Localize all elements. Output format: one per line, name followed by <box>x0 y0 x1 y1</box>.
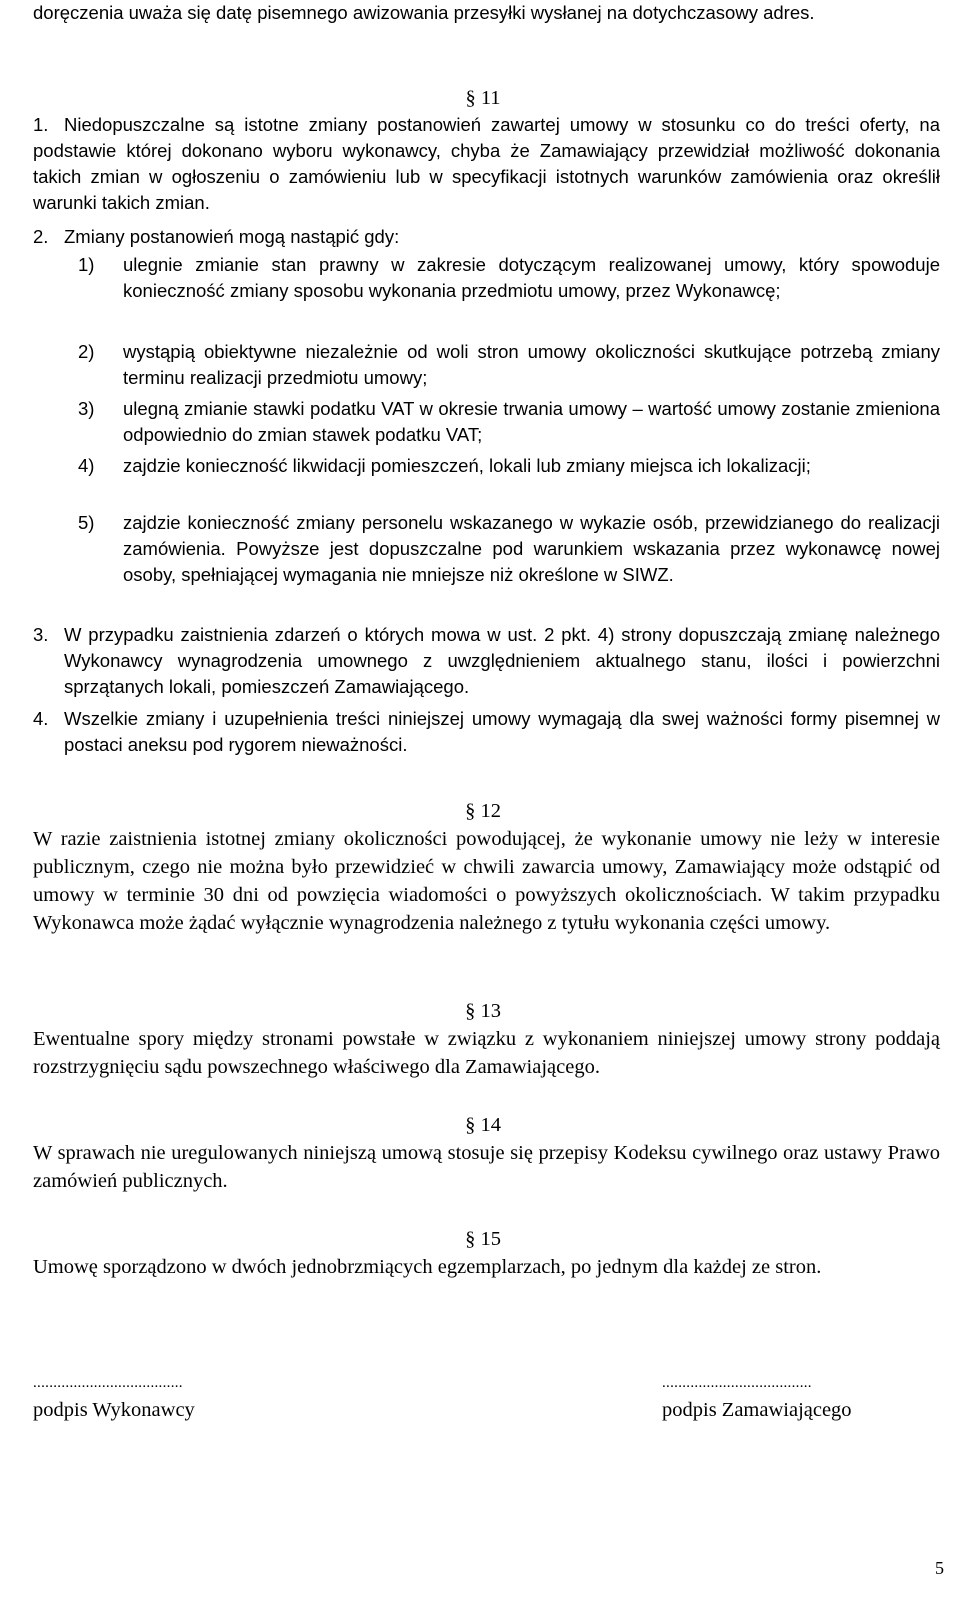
signature-label-contractor: podpis Wykonawcy <box>33 1399 195 1421</box>
list-item-number: 2) <box>78 341 95 362</box>
section-11-paragraph-4: Wszelkie zmiany i uzupełnienia treści niniejszej umowy wymagają dla swej ważności formy pisemnej w postaci aneksu pod rygorem nieważności. <box>64 708 940 755</box>
list-item-1 <box>123 252 940 304</box>
list-item-text: ulegnie zmianie stan prawny w zakresie dotyczącym realizowanej umowy, który spowoduje konieczność zmiany sposobu wykonania przedmiotu umowy, przez Wykonawcę; <box>123 254 940 301</box>
list-item-3 <box>123 396 940 448</box>
section-title-12: § 12 <box>465 800 501 822</box>
section-title-14: § 14 <box>465 1114 501 1136</box>
list-item-number: 1) <box>78 254 95 275</box>
carry-over-paragraph: doręczenia uważa się datę pisemnego awizowania przesyłki wysłanej na dotychczasowy adres. <box>33 2 815 23</box>
section-14-paragraph: W sprawach nie uregulowanych niniejszą umową stosuje się przepisy Kodeksu cywilnego oraz ustawy Prawo zamówień publicznych. <box>33 1142 940 1192</box>
signature-line-left: ..................................... <box>33 1375 183 1391</box>
paragraph-number: 1. <box>33 114 49 135</box>
list-item-number: 3) <box>78 398 95 419</box>
section-12-paragraph: W razie zaistnienia istotnej zmiany okoliczności powodującej, że wykonanie umowy nie leży w interesie publicznym, czego nie można było przewidzieć w chwili zawarcia umowy, Zamawiający może odstąpić od umowy w terminie 30 dni od powzięcia wiadomości o powyższych okolicznościach. W takim przypadku Wykonawca może żądać wyłącznie wynagrodzenia należnego z tytułu wykonania części umowy. <box>33 828 940 934</box>
list-item-number: 5) <box>78 512 95 533</box>
list-item-text: wystąpią obiektywne niezależnie od woli stron umowy okoliczności skutkujące potrzebą zmiany terminu realizacji przedmiotu umowy; <box>123 341 940 388</box>
page-number: 5 <box>935 1558 944 1578</box>
list-item-4 <box>123 453 940 479</box>
list-item-2 <box>123 339 940 391</box>
section-11-paragraph-3: W przypadku zaistnienia zdarzeń o których mowa w ust. 2 pkt. 4) strony dopuszczają zmianę należnego Wykonawcy wynagrodzenia umownego z uwzględnieniem aktualnego stanu, ilości i powierzchni sprzątanych lokali, pomieszczeń Zamawiającego. <box>64 624 940 697</box>
paragraph-number: 3. <box>33 624 49 645</box>
list-item-text: zajdzie konieczność likwidacji pomieszczeń, lokali lub zmiany miejsca ich lokalizacji; <box>123 455 811 476</box>
list-item-text: zajdzie konieczność zmiany personelu wskazanego w wykazie osób, przewidzianego do realizacji zamówienia. Powyższe jest dopuszczalne pod warunkiem wskazania przez wykonawcę nowej osoby, spełniającej wymagania nie mniejsze niż określone w SIWZ. <box>123 512 940 585</box>
section-11-paragraph-1: Niedopuszczalne są istotne zmiany postanowień zawartej umowy w stosunku co do treści oferty, na podstawie której dokonano wyboru wykonawcy, chyba że Zamawiający przewidział możliwość dokonania takich zmian w ogłoszeniu o zamówieniu lub w specyfikacji istotnych warunków zamówienia oraz określił warunki takich zmian. <box>33 114 940 213</box>
signature-line-right: ..................................... <box>662 1375 812 1391</box>
list-item-text: ulegną zmianie stawki podatku VAT w okresie trwania umowy – wartość umowy zostanie zmieniona odpowiednio do zmian stawek podatku VAT; <box>123 398 940 445</box>
section-11-paragraph-2-intro: Zmiany postanowień mogą nastąpić gdy: <box>64 226 400 247</box>
list-item-5 <box>123 510 940 588</box>
section-title-13: § 13 <box>465 1000 501 1022</box>
section-15-paragraph: Umowę sporządzono w dwóch jednobrzmiących egzemplarzach, po jednym dla każdej ze stron. <box>33 1256 822 1278</box>
section-title-11: § 11 <box>465 87 501 109</box>
paragraph-number: 4. <box>33 708 49 729</box>
paragraph-number: 2. <box>33 226 49 247</box>
signature-label-ordering-party: podpis Zamawiającego <box>662 1399 852 1421</box>
section-title-15: § 15 <box>465 1228 501 1250</box>
list-item-number: 4) <box>78 455 95 476</box>
section-13-paragraph: Ewentualne spory między stronami powstałe w związku z wykonaniem niniejszej umowy strony poddają rozstrzygnięciu sądu powszechnego właściwego dla Zamawiającego. <box>33 1028 940 1078</box>
